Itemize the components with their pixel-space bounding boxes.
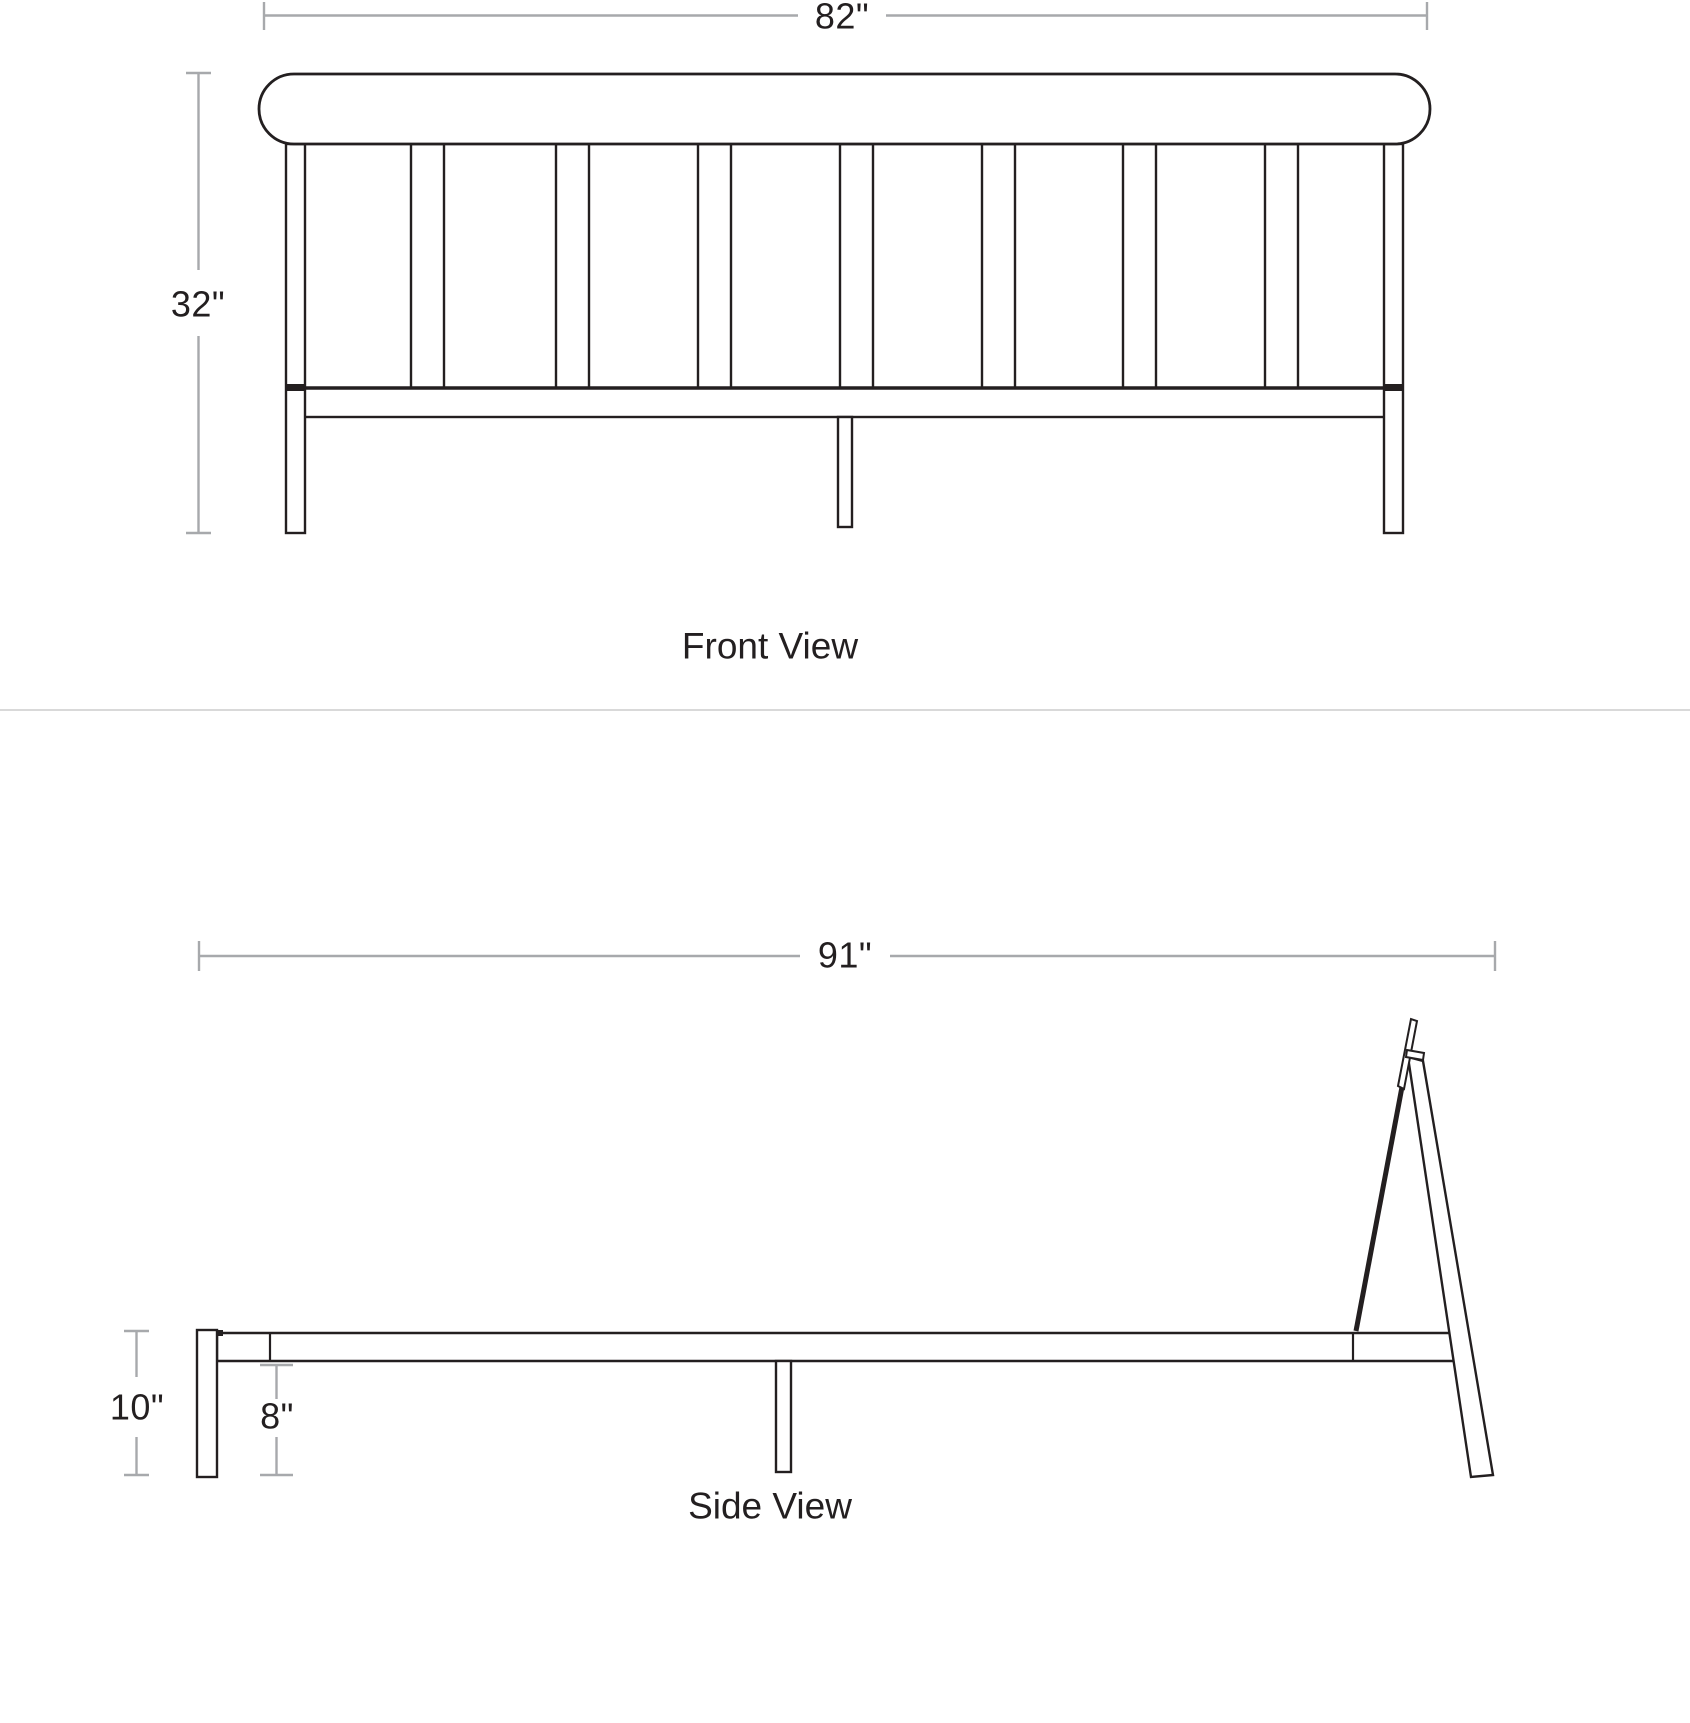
headboard-bolster (259, 74, 1430, 144)
rail-bracket-left (285, 384, 306, 391)
front-view-title: Front View (681, 625, 859, 667)
headboard-slat (1123, 144, 1156, 390)
headboard-slat (556, 144, 589, 390)
dimension-clearance-label: 8" (260, 1395, 294, 1437)
headboard-slat (1265, 144, 1298, 390)
side-view-title: Side View (688, 1485, 852, 1527)
front-center-leg (838, 417, 852, 527)
side-foot-leg-angled (1408, 1057, 1493, 1477)
headboard-slats (411, 144, 1298, 390)
rail-bracket-right (1383, 384, 1404, 391)
dimension-length-label: 91" (817, 934, 873, 976)
front-view (171, 0, 1430, 667)
frame-side-rail (303, 388, 1386, 417)
foot-support-strap (1356, 1087, 1402, 1331)
side-center-leg (776, 1361, 791, 1472)
front-leg-left (286, 144, 305, 533)
headboard-slat (411, 144, 444, 390)
headboard-slat (698, 144, 731, 390)
dimension-height-label: 32" (170, 283, 226, 325)
side-view (110, 935, 1495, 1527)
headboard-slat (982, 144, 1015, 390)
side-headboard-leg (197, 1330, 217, 1477)
headboard-slat (840, 144, 873, 390)
front-leg-right (1384, 144, 1403, 533)
dimension-width-label: 82" (814, 0, 870, 37)
side-platform-rail (217, 1333, 1457, 1361)
headboard-leg-bracket (216, 1330, 223, 1336)
dimension-overall-height-label: 10" (109, 1386, 165, 1428)
